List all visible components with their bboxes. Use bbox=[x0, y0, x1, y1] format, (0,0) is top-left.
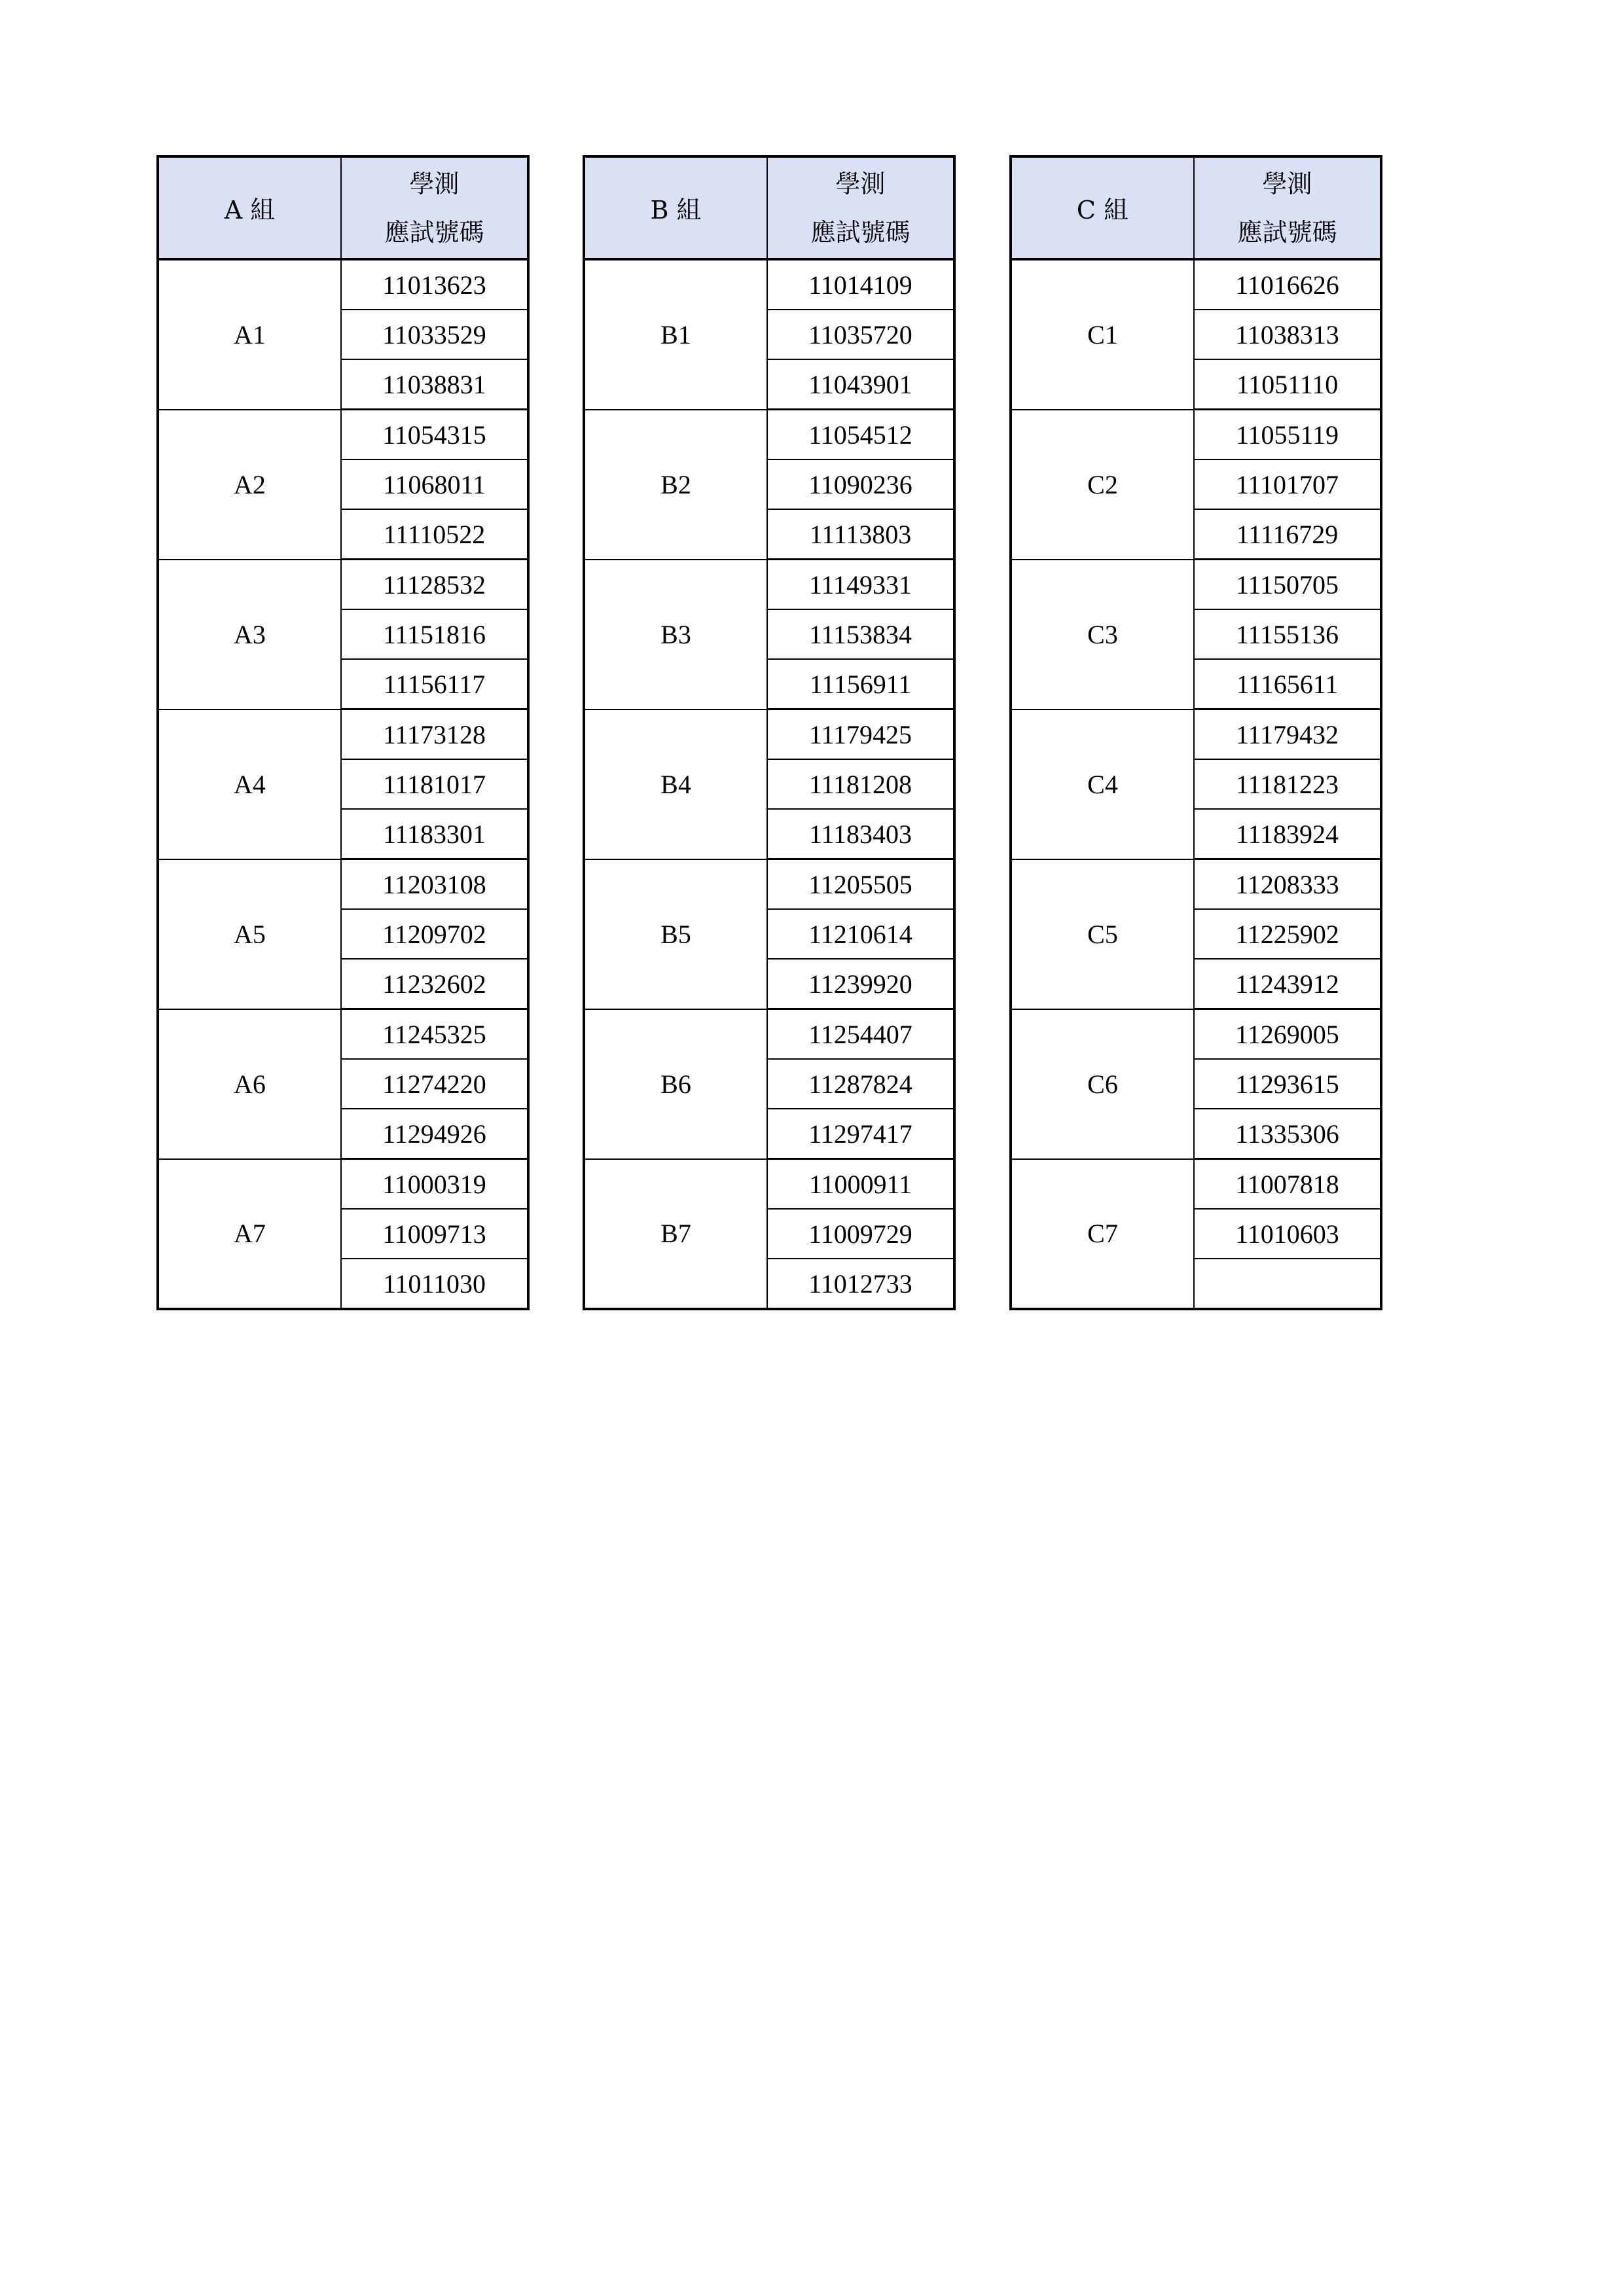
table-row bbox=[158, 1009, 528, 1060]
exam-number-cell: 11179432 bbox=[1194, 709, 1381, 760]
exam-number-header bbox=[341, 156, 528, 259]
subgroup-label: B2 bbox=[584, 410, 767, 560]
table-row bbox=[584, 259, 954, 310]
exam-number-cell: 11153834 bbox=[767, 609, 954, 659]
exam-number-cell: 11274220 bbox=[341, 1059, 528, 1109]
exam-number-cell: 11293615 bbox=[1194, 1059, 1381, 1109]
table-row bbox=[1011, 560, 1381, 610]
exam-number-cell: 11033529 bbox=[341, 310, 528, 359]
table-row bbox=[584, 1009, 954, 1060]
exam-number-cell: 11043901 bbox=[767, 359, 954, 410]
table-row bbox=[1011, 259, 1381, 310]
subgroup-label: A1 bbox=[158, 259, 341, 410]
exam-number-cell: 11007818 bbox=[1194, 1159, 1381, 1210]
exam-number-cell: 11116729 bbox=[1194, 509, 1381, 560]
table-row bbox=[584, 560, 954, 610]
subgroup-label: C4 bbox=[1011, 709, 1194, 859]
exam-number-cell: 11225902 bbox=[1194, 909, 1381, 959]
exam-number-header-line1: 學測 bbox=[835, 169, 886, 198]
table-row bbox=[158, 709, 528, 760]
exam-number-cell: 11179425 bbox=[767, 709, 954, 760]
exam-number-cell: 11181017 bbox=[341, 759, 528, 809]
subgroup-label: B3 bbox=[584, 560, 767, 709]
exam-number-cell bbox=[1194, 1259, 1381, 1309]
table-row bbox=[158, 859, 528, 910]
subgroup-label: B1 bbox=[584, 259, 767, 410]
exam-number-cell: 11013623 bbox=[341, 259, 528, 310]
subgroup-label: C2 bbox=[1011, 410, 1194, 560]
group-table-a bbox=[156, 155, 530, 1310]
exam-number-cell: 11012733 bbox=[767, 1259, 954, 1309]
exam-number-cell: 11011030 bbox=[341, 1259, 528, 1309]
exam-number-header bbox=[767, 156, 954, 259]
table-row bbox=[158, 259, 528, 310]
subgroup-label: C1 bbox=[1011, 259, 1194, 410]
exam-number-cell: 11165611 bbox=[1194, 659, 1381, 709]
exam-number-cell: 11297417 bbox=[767, 1109, 954, 1159]
exam-number-cell: 11068011 bbox=[341, 459, 528, 509]
exam-number-cell: 11101707 bbox=[1194, 459, 1381, 509]
exam-number-header-line1: 學測 bbox=[409, 169, 460, 198]
exam-number-cell: 11156911 bbox=[767, 659, 954, 709]
exam-number-cell: 11035720 bbox=[767, 310, 954, 359]
exam-number-cell: 11239920 bbox=[767, 959, 954, 1009]
table-row bbox=[1011, 1159, 1381, 1210]
subgroup-label: A6 bbox=[158, 1009, 341, 1159]
subgroup-label: B4 bbox=[584, 709, 767, 859]
exam-number-cell: 11183924 bbox=[1194, 809, 1381, 859]
subgroup-label: A3 bbox=[158, 560, 341, 709]
exam-number-cell: 11055119 bbox=[1194, 410, 1381, 460]
exam-number-cell: 11054512 bbox=[767, 410, 954, 460]
exam-number-cell: 11183403 bbox=[767, 809, 954, 859]
exam-number-cell: 11054315 bbox=[341, 410, 528, 460]
group-header: A 組 bbox=[158, 156, 341, 259]
exam-number-header bbox=[1194, 156, 1381, 259]
subgroup-label: B5 bbox=[584, 859, 767, 1009]
exam-number-cell: 11038313 bbox=[1194, 310, 1381, 359]
table-row bbox=[158, 1159, 528, 1210]
table-row bbox=[1011, 709, 1381, 760]
group-table-b bbox=[583, 155, 956, 1310]
exam-number-cell: 11181223 bbox=[1194, 759, 1381, 809]
exam-number-cell: 11151816 bbox=[341, 609, 528, 659]
exam-number-cell: 11335306 bbox=[1194, 1109, 1381, 1159]
subgroup-label: B7 bbox=[584, 1159, 767, 1310]
exam-number-cell: 11232602 bbox=[341, 959, 528, 1009]
exam-number-cell: 11110522 bbox=[341, 509, 528, 560]
exam-number-cell: 11051110 bbox=[1194, 359, 1381, 410]
table-row bbox=[1011, 1009, 1381, 1060]
exam-number-cell: 11000319 bbox=[341, 1159, 528, 1210]
subgroup-label: A2 bbox=[158, 410, 341, 560]
exam-number-cell: 11014109 bbox=[767, 259, 954, 310]
exam-number-cell: 11245325 bbox=[341, 1009, 528, 1060]
table-row bbox=[584, 709, 954, 760]
subgroup-label: C5 bbox=[1011, 859, 1194, 1009]
exam-number-cell: 11149331 bbox=[767, 560, 954, 610]
exam-number-cell: 11009713 bbox=[341, 1209, 528, 1259]
table-row bbox=[584, 859, 954, 910]
subgroup-label: A7 bbox=[158, 1159, 341, 1310]
exam-number-cell: 11000911 bbox=[767, 1159, 954, 1210]
group-header: B 組 bbox=[584, 156, 767, 259]
subgroup-label: B6 bbox=[584, 1009, 767, 1159]
exam-number-cell: 11294926 bbox=[341, 1109, 528, 1159]
exam-number-cell: 11038831 bbox=[341, 359, 528, 410]
exam-number-header-line2: 應試號碼 bbox=[384, 217, 484, 247]
exam-number-cell: 11155136 bbox=[1194, 609, 1381, 659]
table-row bbox=[584, 410, 954, 460]
exam-number-cell: 11173128 bbox=[341, 709, 528, 760]
exam-number-cell: 11203108 bbox=[341, 859, 528, 910]
exam-number-header-line2: 應試號碼 bbox=[1237, 217, 1337, 247]
exam-number-header-line1: 學測 bbox=[1262, 169, 1312, 198]
exam-number-cell: 11209702 bbox=[341, 909, 528, 959]
exam-number-cell: 11183301 bbox=[341, 809, 528, 859]
exam-number-cell: 11010603 bbox=[1194, 1209, 1381, 1259]
table-row bbox=[584, 1159, 954, 1210]
subgroup-label: C7 bbox=[1011, 1159, 1194, 1310]
table-row bbox=[1011, 859, 1381, 910]
exam-number-cell: 11113803 bbox=[767, 509, 954, 560]
exam-number-cell: 11009729 bbox=[767, 1209, 954, 1259]
exam-number-cell: 11181208 bbox=[767, 759, 954, 809]
exam-number-cell: 11128532 bbox=[341, 560, 528, 610]
group-header: C 組 bbox=[1011, 156, 1194, 259]
exam-number-cell: 11016626 bbox=[1194, 259, 1381, 310]
exam-number-cell: 11269005 bbox=[1194, 1009, 1381, 1060]
subgroup-label: A5 bbox=[158, 859, 341, 1009]
exam-number-cell: 11150705 bbox=[1194, 560, 1381, 610]
table-row bbox=[1011, 410, 1381, 460]
subgroup-label: A4 bbox=[158, 709, 341, 859]
table-row bbox=[158, 560, 528, 610]
exam-number-cell: 11208333 bbox=[1194, 859, 1381, 910]
exam-number-cell: 11254407 bbox=[767, 1009, 954, 1060]
table-row bbox=[158, 410, 528, 460]
exam-number-cell: 11210614 bbox=[767, 909, 954, 959]
group-table-c bbox=[1009, 155, 1382, 1310]
exam-number-cell: 11243912 bbox=[1194, 959, 1381, 1009]
exam-number-cell: 11156117 bbox=[341, 659, 528, 709]
exam-number-cell: 11205505 bbox=[767, 859, 954, 910]
exam-number-cell: 11287824 bbox=[767, 1059, 954, 1109]
subgroup-label: C6 bbox=[1011, 1009, 1194, 1159]
exam-number-cell: 11090236 bbox=[767, 459, 954, 509]
subgroup-label: C3 bbox=[1011, 560, 1194, 709]
exam-number-header-line2: 應試號碼 bbox=[810, 217, 911, 247]
